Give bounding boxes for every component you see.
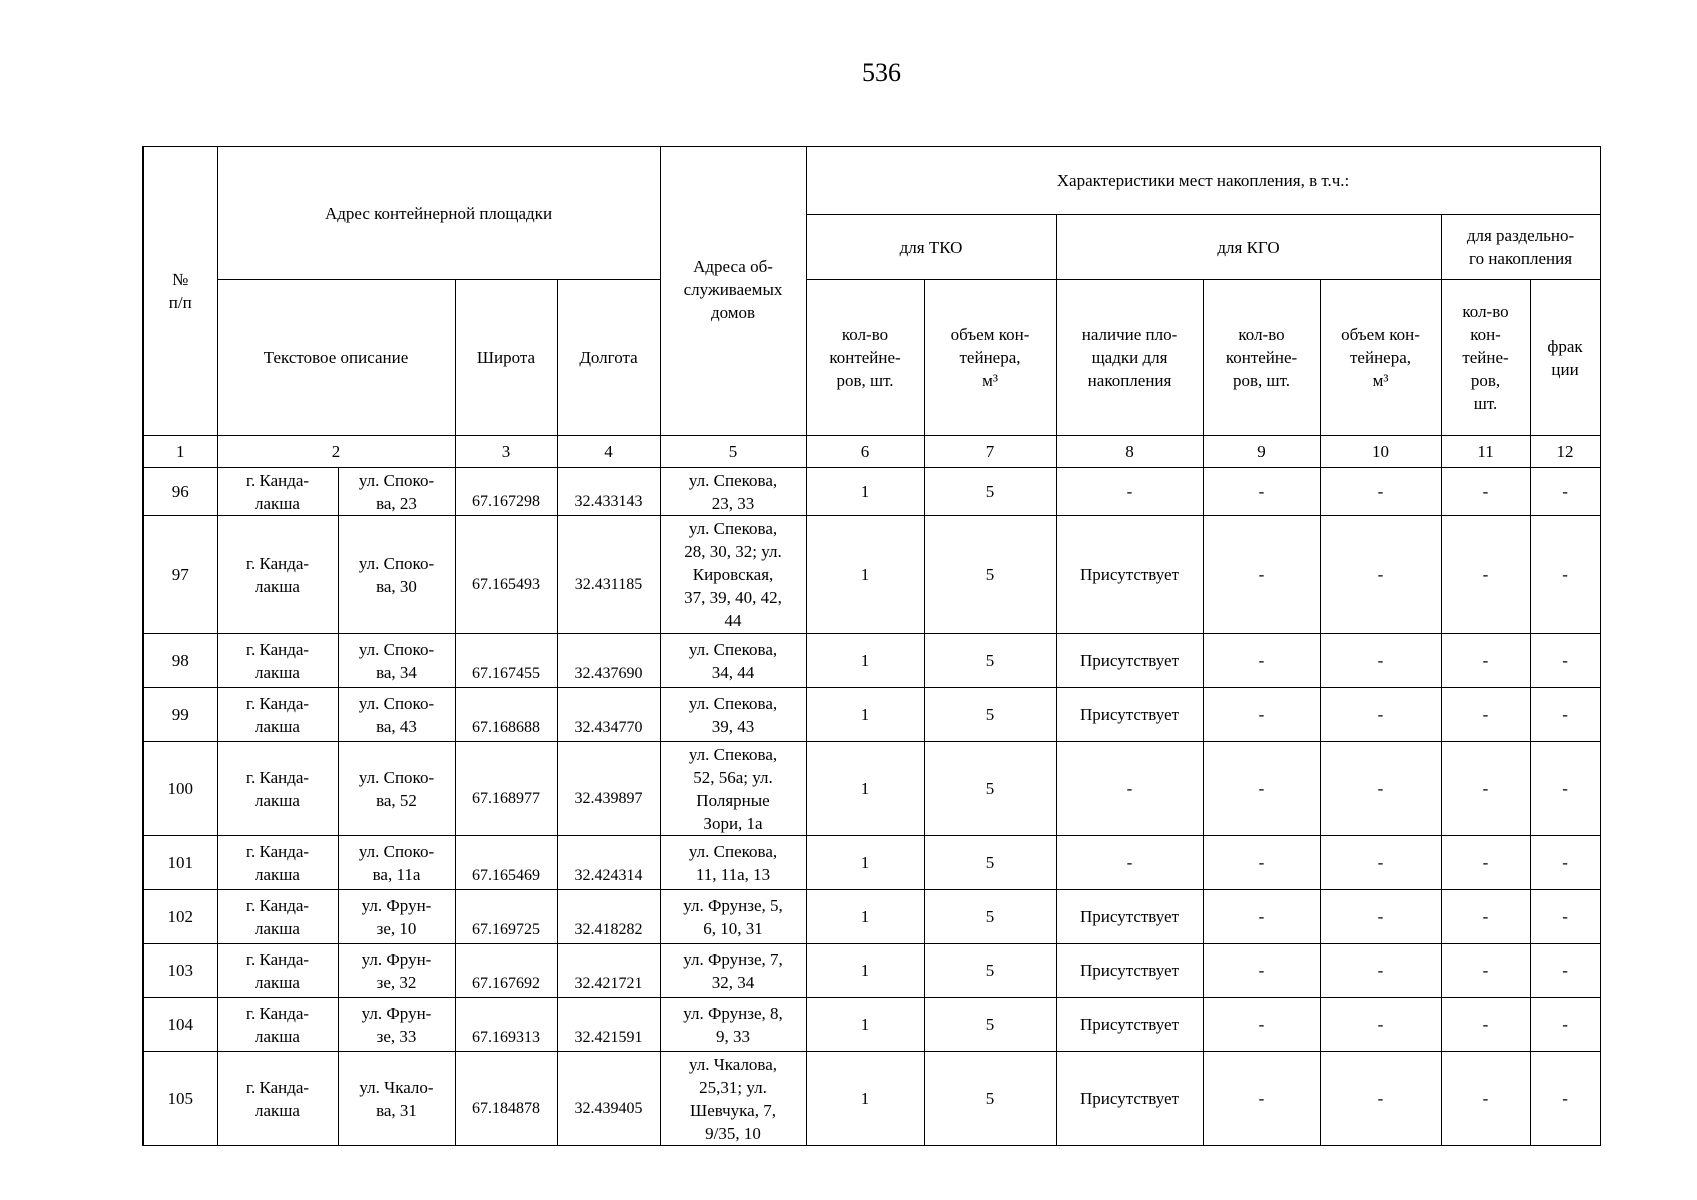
header-characteristics: Характеристики мест накопления, в т.ч.: [806,147,1600,215]
kgo-volume-cell: - [1320,836,1441,890]
tko-volume-cell: 5 [924,742,1056,836]
header-kgo-presence: наличие пло- щадки для накопления [1056,280,1203,436]
street-cell: ул. Чкало- ва, 31 [338,1052,455,1146]
table-row [143,516,1600,634]
tko-volume-cell: 5 [924,468,1056,516]
kgo-count-cell: - [1203,688,1320,742]
longitude-cell: 32.421721 [557,944,660,998]
separate-count-cell: - [1441,890,1530,944]
separate-count-cell: - [1441,688,1530,742]
header-tko-volume: объем кон- тейнера, м³ [924,280,1056,436]
column-number: 12 [1530,436,1600,468]
kgo-count-cell: - [1203,468,1320,516]
city-cell: г. Канда- лакша [217,836,338,890]
latitude-cell: 67.168977 [455,742,557,836]
separate-fractions-cell: - [1530,998,1600,1052]
tko-count-cell: 1 [806,688,924,742]
separate-fractions-cell: - [1530,890,1600,944]
city-cell: г. Канда- лакша [217,1052,338,1146]
column-number: 8 [1056,436,1203,468]
served-houses-cell: ул. Спекова, 52, 56а; ул. Полярные Зори, 1а [660,742,806,836]
header-number: № п/п [143,147,217,436]
separate-fractions-cell: - [1530,944,1600,998]
longitude-cell: 32.439405 [557,1052,660,1146]
header-tko-count: кол-во контейне- ров, шт. [806,280,924,436]
tko-count-cell: 1 [806,742,924,836]
header-text-description: Текстовое описание [217,280,455,436]
latitude-cell: 67.169313 [455,998,557,1052]
column-number: 3 [455,436,557,468]
tko-count-cell: 1 [806,890,924,944]
kgo-count-cell: - [1203,890,1320,944]
street-cell: ул. Споко- ва, 43 [338,688,455,742]
table-row [143,836,1600,890]
longitude-cell: 32.421591 [557,998,660,1052]
row-number: 102 [143,890,217,944]
latitude-cell: 67.169725 [455,890,557,944]
kgo-presence-cell: Присутствует [1056,944,1203,998]
kgo-count-cell: - [1203,1052,1320,1146]
latitude-cell: 67.167692 [455,944,557,998]
longitude-cell: 32.431185 [557,516,660,634]
table-row [143,1052,1600,1146]
kgo-volume-cell: - [1320,688,1441,742]
tko-count-cell: 1 [806,944,924,998]
tko-count-cell: 1 [806,836,924,890]
kgo-volume-cell: - [1320,1052,1441,1146]
table-row [143,468,1600,516]
kgo-count-cell: - [1203,742,1320,836]
served-houses-cell: ул. Спекова, 28, 30, 32; ул. Кировская, 37, 39, 40, 42, 44 [660,516,806,634]
separate-fractions-cell: - [1530,516,1600,634]
street-cell: ул. Фрун- зе, 33 [338,998,455,1052]
kgo-volume-cell: - [1320,742,1441,836]
served-houses-cell: ул. Спекова, 11, 11а, 13 [660,836,806,890]
separate-fractions-cell: - [1530,1052,1600,1146]
row-number: 104 [143,998,217,1052]
tko-volume-cell: 5 [924,890,1056,944]
table-row [143,742,1600,836]
tko-volume-cell: 5 [924,998,1056,1052]
longitude-cell: 32.433143 [557,468,660,516]
kgo-presence-cell: - [1056,468,1203,516]
kgo-presence-cell: - [1056,836,1203,890]
kgo-presence-cell: Присутствует [1056,516,1203,634]
separate-count-cell: - [1441,836,1530,890]
kgo-volume-cell: - [1320,516,1441,634]
kgo-volume-cell: - [1320,890,1441,944]
table-body [143,468,1600,1146]
table-row [143,998,1600,1052]
header-served-houses: Адреса об- служиваемых домов [660,147,806,436]
separate-fractions-cell: - [1530,836,1600,890]
separate-fractions-cell: - [1530,634,1600,688]
served-houses-cell: ул. Фрунзе, 7, 32, 34 [660,944,806,998]
separate-fractions-cell: - [1530,742,1600,836]
served-houses-cell: ул. Чкалова, 25,31; ул. Шевчука, 7, 9/35, 10 [660,1052,806,1146]
column-number: 6 [806,436,924,468]
row-number: 103 [143,944,217,998]
kgo-presence-cell: - [1056,742,1203,836]
table-row [143,890,1600,944]
header-separate: для раздельно- го накопления [1441,215,1600,280]
city-cell: г. Канда- лакша [217,468,338,516]
tko-count-cell: 1 [806,516,924,634]
table-header [143,147,1600,468]
tko-volume-cell: 5 [924,944,1056,998]
kgo-presence-cell: Присутствует [1056,998,1203,1052]
kgo-volume-cell: - [1320,634,1441,688]
tko-volume-cell: 5 [924,688,1056,742]
latitude-cell: 67.167455 [455,634,557,688]
tko-count-cell: 1 [806,634,924,688]
column-number: 2 [217,436,455,468]
header-separate-count: кол-во кон- тейне- ров, шт. [1441,280,1530,436]
latitude-cell: 67.167298 [455,468,557,516]
latitude-cell: 67.184878 [455,1052,557,1146]
row-number: 100 [143,742,217,836]
separate-count-cell: - [1441,998,1530,1052]
kgo-volume-cell: - [1320,944,1441,998]
served-houses-cell: ул. Фрунзе, 8, 9, 33 [660,998,806,1052]
separate-fractions-cell: - [1530,468,1600,516]
kgo-count-cell: - [1203,836,1320,890]
kgo-presence-cell: Присутствует [1056,1052,1203,1146]
kgo-count-cell: - [1203,516,1320,634]
column-number: 9 [1203,436,1320,468]
row-number: 99 [143,688,217,742]
column-number: 5 [660,436,806,468]
column-number: 4 [557,436,660,468]
served-houses-cell: ул. Фрунзе, 5, 6, 10, 31 [660,890,806,944]
tko-count-cell: 1 [806,1052,924,1146]
street-cell: ул. Споко- ва, 11а [338,836,455,890]
row-number: 98 [143,634,217,688]
kgo-presence-cell: Присутствует [1056,688,1203,742]
header-kgo-count: кол-во контейне- ров, шт. [1203,280,1320,436]
separate-count-cell: - [1441,634,1530,688]
tko-volume-cell: 5 [924,516,1056,634]
city-cell: г. Канда- лакша [217,944,338,998]
street-cell: ул. Споко- ва, 34 [338,634,455,688]
street-cell: ул. Фрун- зе, 10 [338,890,455,944]
longitude-cell: 32.437690 [557,634,660,688]
served-houses-cell: ул. Спекова, 23, 33 [660,468,806,516]
longitude-cell: 32.439897 [557,742,660,836]
header-latitude: Широта [455,280,557,436]
row-number: 101 [143,836,217,890]
column-number: 11 [1441,436,1530,468]
header-kgo: для КГО [1056,215,1441,280]
city-cell: г. Канда- лакша [217,688,338,742]
table-row [143,688,1600,742]
kgo-volume-cell: - [1320,468,1441,516]
latitude-cell: 67.165493 [455,516,557,634]
city-cell: г. Канда- лакша [217,516,338,634]
kgo-count-cell: - [1203,634,1320,688]
kgo-count-cell: - [1203,998,1320,1052]
separate-count-cell: - [1441,516,1530,634]
served-houses-cell: ул. Спекова, 39, 43 [660,688,806,742]
kgo-count-cell: - [1203,944,1320,998]
tko-volume-cell: 5 [924,1052,1056,1146]
table-row [143,944,1600,998]
street-cell: ул. Споко- ва, 52 [338,742,455,836]
city-cell: г. Канда- лакша [217,890,338,944]
tko-count-cell: 1 [806,998,924,1052]
street-cell: ул. Фрун- зе, 32 [338,944,455,998]
longitude-cell: 32.434770 [557,688,660,742]
tko-count-cell: 1 [806,468,924,516]
street-cell: ул. Споко- ва, 23 [338,468,455,516]
street-cell: ул. Споко- ва, 30 [338,516,455,634]
separate-count-cell: - [1441,1052,1530,1146]
tko-volume-cell: 5 [924,634,1056,688]
city-cell: г. Канда- лакша [217,742,338,836]
column-number: 10 [1320,436,1441,468]
row-number: 97 [143,516,217,634]
kgo-volume-cell: - [1320,998,1441,1052]
page-number: 536 [862,58,901,87]
longitude-cell: 32.418282 [557,890,660,944]
latitude-cell: 67.165469 [455,836,557,890]
kgo-presence-cell: Присутствует [1056,634,1203,688]
separate-count-cell: - [1441,944,1530,998]
header-separate-fractions: фрак ции [1530,280,1600,436]
separate-count-cell: - [1441,468,1530,516]
separate-fractions-cell: - [1530,688,1600,742]
longitude-cell: 32.424314 [557,836,660,890]
kgo-presence-cell: Присутствует [1056,890,1203,944]
column-number: 7 [924,436,1056,468]
latitude-cell: 67.168688 [455,688,557,742]
row-number: 105 [143,1052,217,1146]
container-sites-table [142,146,1601,1146]
city-cell: г. Канда- лакша [217,998,338,1052]
served-houses-cell: ул. Спекова, 34, 44 [660,634,806,688]
separate-count-cell: - [1441,742,1530,836]
header-kgo-volume: объем кон- тейнера, м³ [1320,280,1441,436]
table-row [143,634,1600,688]
tko-volume-cell: 5 [924,836,1056,890]
row-number: 96 [143,468,217,516]
header-address-group: Адрес контейнерной площадки [217,147,660,280]
header-tko: для ТКО [806,215,1056,280]
city-cell: г. Канда- лакша [217,634,338,688]
column-number: 1 [143,436,217,468]
header-longitude: Долгота [557,280,660,436]
